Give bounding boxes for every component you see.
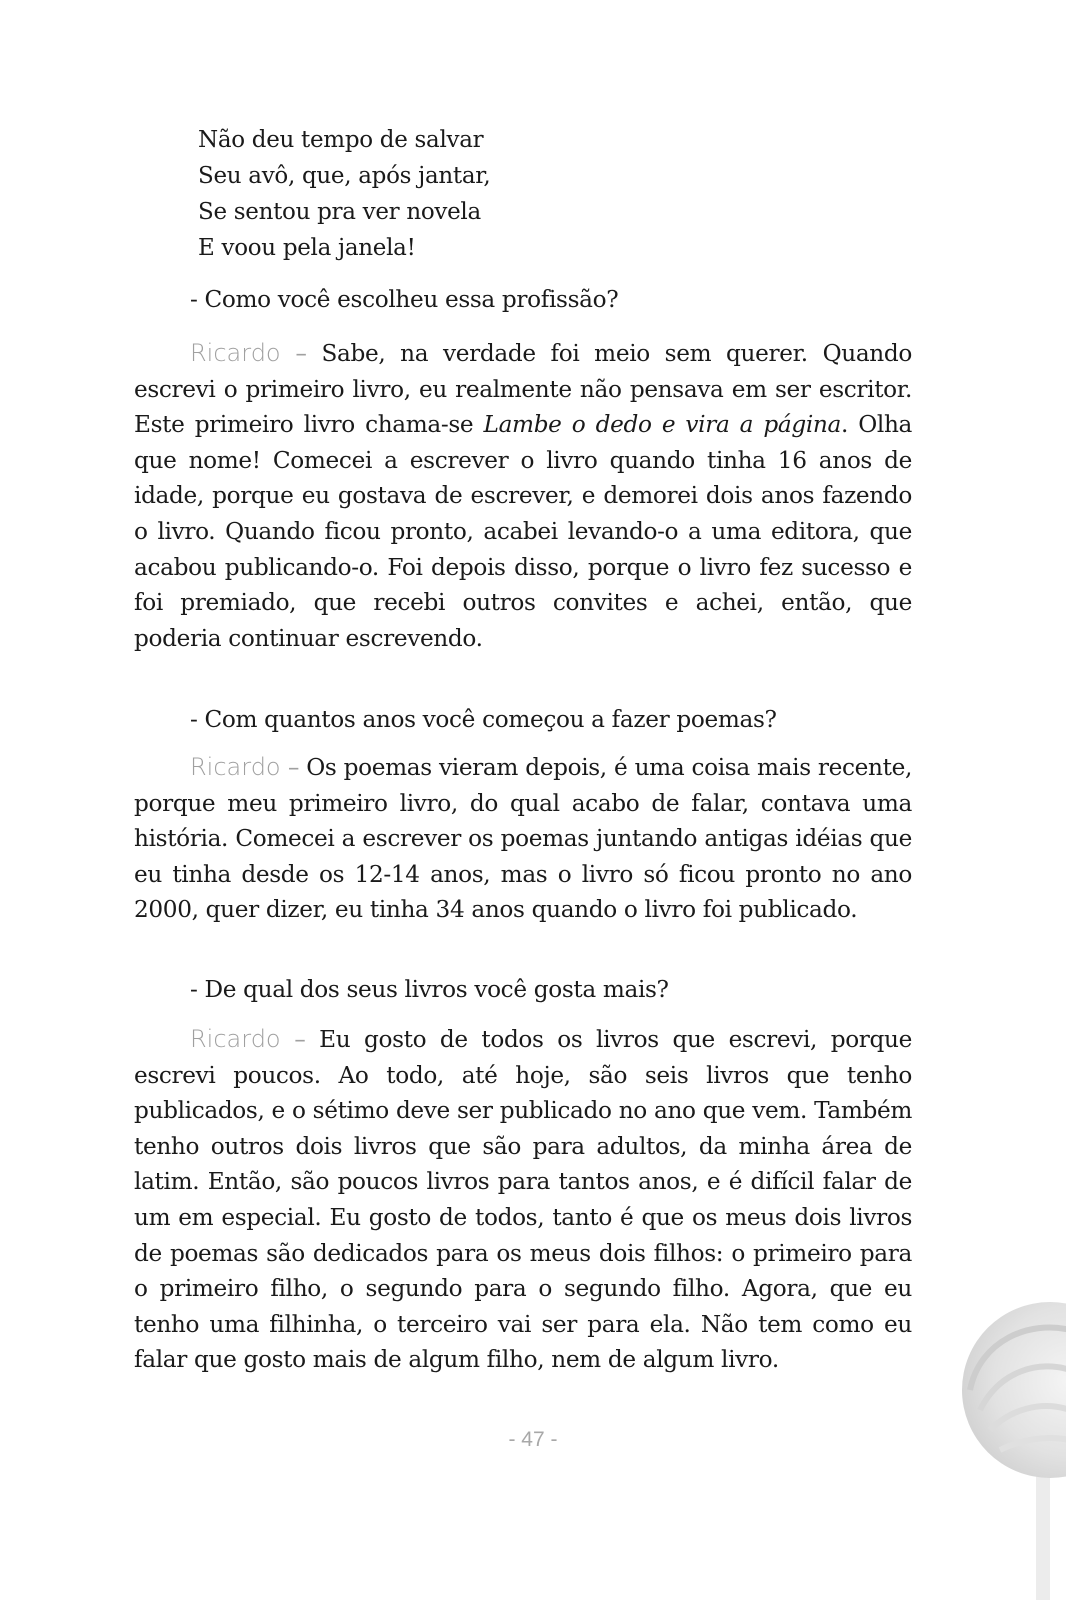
lollipop-icon <box>930 1300 1066 1600</box>
speaker-name: Ricardo <box>190 1025 281 1053</box>
question-text: - Com quantos anos você começou a fazer poemas? <box>190 706 777 733</box>
interview-answer <box>134 336 912 656</box>
poem-line: Se sentou pra ver novela <box>198 199 481 225</box>
answer-text: Eu gosto de todos os livros que escrevi, porque escrevi poucos. Ao todo, até hoje, são seis livros que tenho publicados, e o sétimo deve ser publicado no ano que vem. Também tenho outros dois livros que são para adultos, da minha área de latim. Então, são poucos livros para tantos anos, e é difícil falar de um em especial. Eu gosto de todos, tanto é que os meus dois livros de poemas são dedicados para os meus dois filhos: o primeiro para o primeiro filho, o segundo para o segundo filho. Agora, que eu tenho uma filhinha, o terceiro vai ser para ela. Não tem como eu falar que gosto mais de algum filho, nem de algum livro. <box>134 1026 912 1374</box>
interview-question <box>134 972 912 1008</box>
page-number: - 47 - <box>508 1428 558 1451</box>
answer-text: . Olha que nome! Comecei a escrever o livro quando tinha 16 anos de idade, porque eu gostava de escrever, e demorei dois anos fazendo o livro. Quando ficou pronto, acabei levando-o a uma editora, que acabou publicando-o. Foi depois disso, porque o livro fez sucesso e foi premiado, que recebi outros convites e achei, então, que poderia continuar escrevendo. <box>134 411 913 652</box>
answer-text: Os poemas vieram depois, é uma coisa mais recente, porque meu primeiro livro, do qual acabo de falar, contava uma história. Comecei a escrever os poemas juntando antigas idéias que eu tinha desde os 12-14 anos, mas o livro só ficou pronto no ano 2000, quer dizer, eu tinha 34 anos quando o livro foi publicado. <box>134 754 912 924</box>
interview-answer <box>134 1022 912 1378</box>
poem-line: Seu avô, que, após jantar, <box>198 163 491 189</box>
interview-answer <box>134 750 912 928</box>
question-text: - Como você escolheu essa profissão? <box>190 286 619 313</box>
poem-line: E voou pela janela! <box>198 235 416 261</box>
interview-question <box>134 282 912 318</box>
speaker-dash: – <box>287 754 300 781</box>
poem-stanza <box>198 122 490 266</box>
answer-text: Sabe, na verdade foi meio sem querer. Quando escrevi o primeiro livro, eu realmente não pensava em ser escritor. Este primeiro livro chama-se <box>134 340 912 439</box>
book-title: Lambe o dedo e vira a página <box>483 411 841 439</box>
speaker-name: Ricardo <box>190 339 281 367</box>
interview-question <box>134 702 912 738</box>
speaker-name: Ricardo <box>190 753 281 781</box>
speaker-dash: – <box>295 340 307 367</box>
poem-line: Não deu tempo de salvar <box>198 127 484 153</box>
speaker-dash: – <box>294 1026 306 1053</box>
question-text: - De qual dos seus livros você gosta mais? <box>190 976 669 1003</box>
